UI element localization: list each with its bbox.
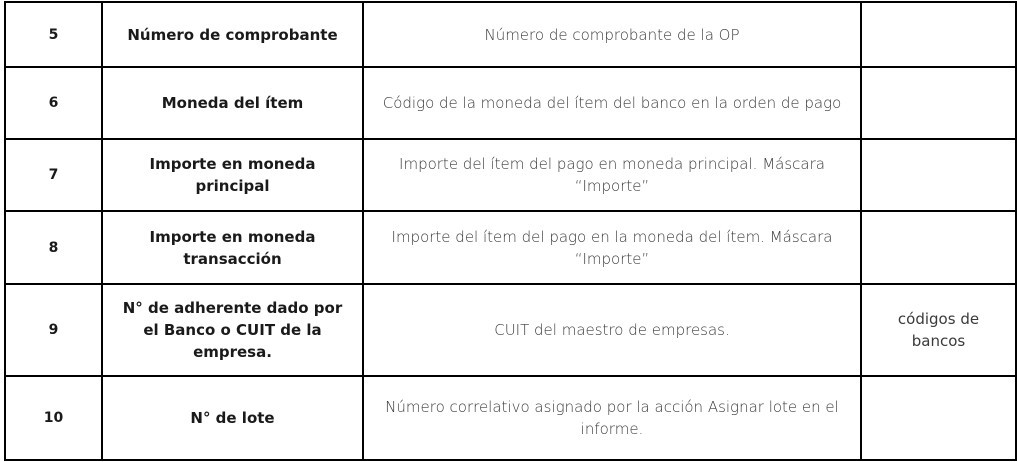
table-row [5, 284, 1016, 376]
table-row [5, 67, 1016, 139]
field-name: Número de comprobante [102, 2, 363, 67]
row-number: 6 [5, 67, 102, 139]
field-spec-table [4, 1, 1017, 461]
field-description: Número correlativo asignado por la acción Asignar lote en el informe. [363, 376, 861, 460]
field-description: Número de comprobante de la OP [363, 2, 861, 67]
row-number: 5 [5, 2, 102, 67]
table-row [5, 139, 1016, 211]
field-description: Importe del ítem del pago en moneda principal. Máscara “Importe” [363, 139, 861, 211]
field-observations [861, 2, 1016, 67]
field-name: N° de lote [102, 376, 363, 460]
field-observations [861, 211, 1016, 284]
field-name: N° de adherente dado por el Banco o CUIT de la empresa. [102, 284, 363, 376]
field-name: Importe en moneda transacción [102, 211, 363, 284]
field-description: Importe del ítem del pago en la moneda del ítem. Máscara “Importe” [363, 211, 861, 284]
field-observations [861, 139, 1016, 211]
field-name: Importe en moneda principal [102, 139, 363, 211]
field-observations [861, 67, 1016, 139]
table-row [5, 2, 1016, 67]
row-number: 10 [5, 376, 102, 460]
table-row [5, 211, 1016, 284]
row-number: 9 [5, 284, 102, 376]
row-number: 7 [5, 139, 102, 211]
field-description: CUIT del maestro de empresas. [363, 284, 861, 376]
field-name: Moneda del ítem [102, 67, 363, 139]
field-observations [861, 376, 1016, 460]
row-number: 8 [5, 211, 102, 284]
field-observations: códigos de bancos [861, 284, 1016, 376]
field-description: Código de la moneda del ítem del banco en la orden de pago [363, 67, 861, 139]
table-row [5, 376, 1016, 460]
